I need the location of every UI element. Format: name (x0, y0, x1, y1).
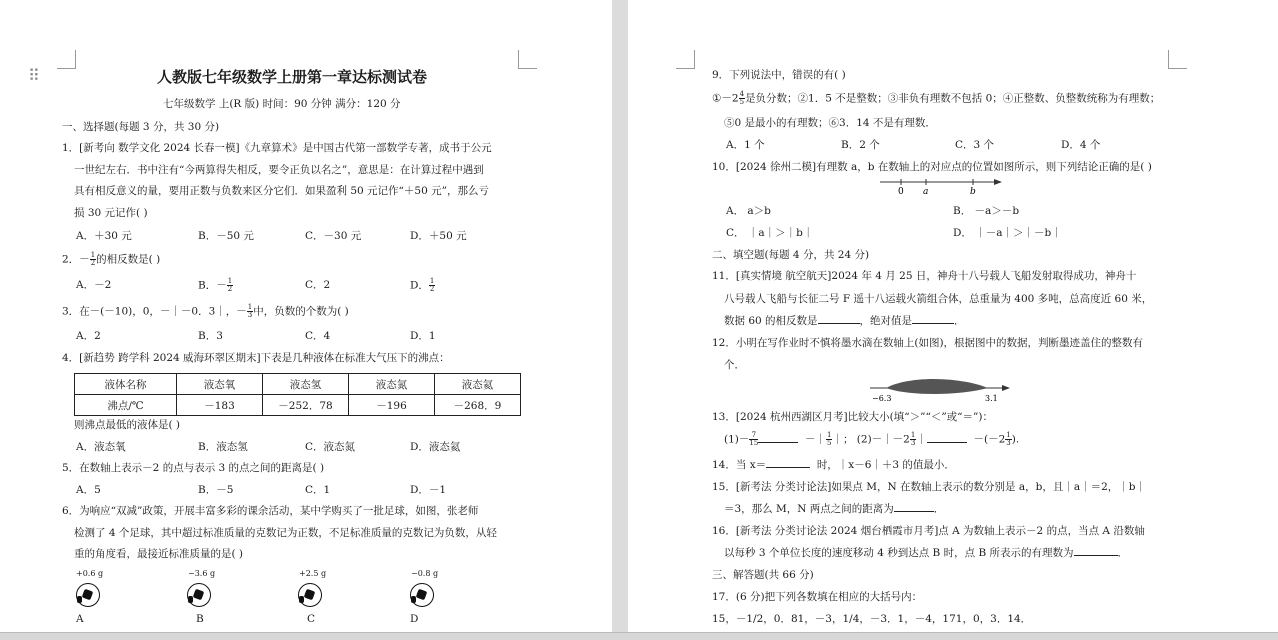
table-header-cell: 液态氢 (263, 374, 349, 395)
q2-option-a: A．－2 (76, 279, 112, 291)
soccer-ball-icon (298, 583, 322, 607)
ball-b-mass: −3.6 g (188, 569, 216, 578)
q13-question: 13．[2024 杭州西湖区月考]比较大小(填“＞”“＜”或“＝”)： (712, 411, 994, 423)
q4-option-a: A．液态氧 (76, 441, 126, 453)
ink-blot (886, 379, 988, 394)
crop-mark-top-right (518, 50, 537, 69)
q12-line1: 12．小明在写作业时不慎将墨水滴在数轴上(如图)，根据图中的数据，判断墨迹盖住的整数有 (712, 337, 1144, 349)
q3-option-c: C．4 (305, 330, 331, 342)
q16-line1: 16．[新考法 分类讨论法 2024 烟台栖霞市月考]点 A 为数轴上表示－2 的点，当点 A 沿数轴 (712, 525, 1145, 537)
q16-line2: 以每秒 3 个单位长度的速度移动 4 秒到达点 B 时，点 B 所表示的有理数为 ． (724, 547, 1128, 559)
q10-option-b: B． －a＞－b (953, 205, 1020, 217)
ball-d-label: D (410, 613, 419, 625)
q6-line1: 6．为响应“双减”政策，开展丰富多彩的课余活动，某中学购买了一批足球，如图，张老师 (62, 505, 479, 517)
crop-mark-top-left (676, 50, 695, 69)
q3-option-d: D．1 (410, 330, 436, 342)
q2-option-b: B．－ $\frac{1}{2}$ (198, 277, 233, 293)
table-cell: －252．78 (263, 395, 349, 416)
q9-line3: ⑤0 是最小的有理数；⑥3．14 不是有理数． (724, 117, 936, 129)
q10-question: 10．[2024 徐州二模]有理数 a，b 在数轴上的对应点的位置如图所示，则下列结论正确的是( ) (712, 161, 1152, 173)
answer-blank[interactable] (818, 323, 860, 324)
answer-blank[interactable] (758, 442, 798, 443)
q11-line3: 数据 60 的相反数是 ，绝对值是 ． (724, 315, 965, 327)
table-cell: 沸点/℃ (75, 395, 177, 416)
q3-option-b: B．3 (198, 330, 223, 342)
q5-option-a: A．5 (76, 484, 101, 496)
section-heading-3: 三、解答题(共 66 分) (712, 569, 814, 581)
section-heading-2: 二、填空题(每题 4 分，共 24 分) (712, 249, 870, 261)
q4-after-table: 则沸点最低的液体是( ) (74, 419, 181, 431)
soccer-ball-icon (410, 583, 434, 607)
axis-label-a: a (923, 187, 929, 197)
q1-line3: 具有相反意义的量，要用正数与负数来区分它们．如果盈利 50 元记作“＋50 元”，那么亏 (74, 185, 489, 197)
q9-line2: ①－2 $\frac{4}{5}$ 是负分数；②1．5 不是整数；③非负有理数不包括 0；④正整数、负整数统称为有理数； (712, 90, 1161, 106)
q1-option-b: B．－50 元 (198, 230, 254, 242)
ball-c-label: C (307, 613, 316, 625)
q13-parts: (1)－ $\frac{7}{15}$ －｜ $\frac{1}{5}$ ｜； (2)－｜－2 $\frac{1}{3}$ ｜ －(－2 $\frac{1}{3}$ ). (724, 431, 1020, 447)
table-header-cell: 液态氦 (435, 374, 521, 395)
table-header-cell: 液体名称 (75, 374, 177, 395)
q9-option-b: B．2 个 (841, 139, 880, 151)
page-gutter (612, 0, 628, 632)
q1-line1: 1．[新考向 数学文化 2024 长春一模]《九章算术》是中国古代第一部数学专著，成书于公元 (62, 142, 492, 154)
q10-option-d: D． ｜－a｜＞｜－b｜ (953, 227, 1062, 239)
ball-d-mass: −0.8 g (411, 569, 439, 578)
q4-question: 4．[新趋势 跨学科 2024 威海环翠区期末]下表是几种液体在标准大气压下的沸点： (62, 352, 450, 364)
table-cell: －268．9 (435, 395, 521, 416)
q10-option-c: C． ｜a｜＞｜b｜ (726, 227, 814, 239)
q5-question: 5．在数轴上表示－2 的点与表示 3 的点之间的距离是( ) (62, 462, 325, 474)
q17-line2: 15，－1/2，0．81，－3，1/4，－3．1，－4，171，0，3．14． (712, 613, 1032, 625)
q1-option-c: C．－30 元 (305, 230, 362, 242)
crop-mark-top-right (1168, 50, 1187, 69)
q2-option-c: C．2 (305, 279, 331, 291)
ink-right-value: 3.1 (985, 394, 998, 403)
q5-option-d: D．－1 (410, 484, 447, 496)
q11-line1: 11．[真实情境 航空航天]2024 年 4 月 25 日，神舟十八号载人飞船发射取得成功，神舟十 (712, 270, 1137, 282)
table-header-cell: 液态氮 (349, 374, 435, 395)
q9-option-a: A．1 个 (726, 139, 765, 151)
document-page-right (628, 0, 1278, 632)
crop-mark-top-left (57, 50, 76, 69)
q6-line2: 检测了 4 个足球，其中超过标准质量的克数记为正数，不足标准质量的克数记为负数，从轻 (74, 527, 497, 539)
axis-label-zero: 0 (898, 187, 904, 197)
q6-line3: 重的角度看，最接近标准质量的是( ) (74, 548, 244, 560)
q4-option-b: B．液态氢 (198, 441, 248, 453)
q9-option-d: D．4 个 (1061, 139, 1101, 151)
table-row (75, 395, 521, 416)
document-title: 人教版七年级数学上册第一章达标测试卷 (157, 68, 428, 86)
ball-a-label: A (76, 613, 84, 625)
ink-left-value: −6.3 (872, 394, 892, 403)
answer-blank[interactable] (927, 442, 967, 443)
answer-blank[interactable] (894, 511, 934, 512)
q17-line1: 17．(6 分)把下列各数填在相应的大括号内： (712, 591, 923, 603)
q9-option-c: C．3 个 (955, 139, 995, 151)
answer-blank[interactable] (1074, 555, 1118, 556)
table-cell: －196 (349, 395, 435, 416)
table-cell: －183 (177, 395, 263, 416)
ball-a-mass: +0.6 g (76, 569, 104, 578)
document-subtitle: 七年级数学 上(R 版) 时间：90 分钟 满分：120 分 (163, 98, 401, 110)
document-page-left (0, 0, 612, 632)
ball-b-label: B (196, 613, 204, 625)
q12-ink-number-line (868, 374, 1013, 404)
table-header-cell: 液态氧 (177, 374, 263, 395)
answer-blank[interactable] (912, 323, 954, 324)
q4-option-c: C．液态氮 (305, 441, 356, 453)
q5-option-c: C．1 (305, 484, 331, 496)
soccer-ball-icon (76, 583, 100, 607)
q11-line2: 八号载人飞船与长征二号 F 遥十八运载火箭组合体，总重量为 400 多吨，总高度近 60 米， (724, 293, 1153, 305)
answer-blank[interactable] (766, 467, 810, 468)
q1-option-a: A．＋30 元 (76, 230, 132, 242)
ball-c-mass: +2.5 g (299, 569, 327, 578)
q14-question: 14．当 x＝ 时，｜x－6｜＋3 的值最小． (712, 459, 955, 471)
drag-handle-icon[interactable]: ⠿ (28, 66, 38, 85)
boiling-point-table (74, 373, 521, 416)
q2-option-d: D． $\frac{1}{2}$ (410, 277, 435, 293)
q12-line2: 个． (724, 359, 745, 371)
section-heading-1: 一、选择题(每题 3 分，共 30 分) (62, 121, 220, 133)
q1-line2: 一世纪左右．书中注有“今两算得失相反，要令正负以名之”，意思是：在计算过程中遇到 (74, 164, 484, 176)
q5-option-b: B．－5 (198, 484, 234, 496)
soccer-ball-icon (187, 583, 211, 607)
table-header-row (75, 374, 521, 395)
q3-option-a: A．2 (76, 330, 101, 342)
q9-question: 9．下列说法中，错误的有( ) (712, 69, 846, 81)
q2-question: 2．－ $\frac{1}{2}$ 的相反数是( ) (62, 251, 161, 267)
q10-option-a: A． a＞b (726, 205, 771, 217)
q1-line4: 损 30 元记作( ) (74, 207, 148, 219)
q15-line2: ＝3，那么 M，N 两点之间的距离为 ． (724, 503, 945, 515)
q10-number-line (878, 176, 1003, 198)
q1-option-d: D．＋50 元 (410, 230, 467, 242)
q4-option-d: D．液态氦 (410, 441, 461, 453)
axis-label-b: b (970, 187, 976, 197)
q3-question: 3．在－(－10)，0，－｜－0．3｜，－ $\frac{1}{3}$ 中，负数的个数为( ) (62, 303, 349, 319)
q15-line1: 15．[新考法 分类讨论法]如果点 M，N 在数轴上表示的数分别是 a，b，且｜a｜＝2，｜b｜ (712, 481, 1146, 493)
